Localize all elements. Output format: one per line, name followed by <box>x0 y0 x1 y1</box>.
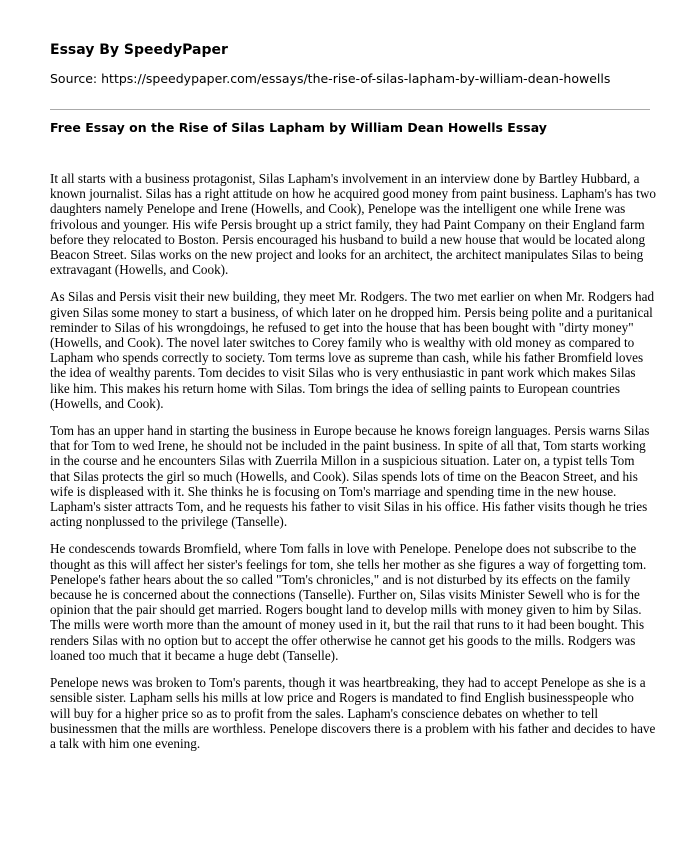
essay-paragraph: As Silas and Persis visit their new building, they meet Mr. Rodgers. The two met earlier on when Mr. Rodgers had given Silas some money to start a business, of which later on he dropped him. Persis being polite and a puritanical reminder to Silas of his wrongdoings, he refused to get into the house that has been bought with "dirty money" (Howells, and Cook). The novel later switches to Corey family who is wealthy with old money as compared to Lapham who spends correctly to society. Tom terms love as supreme than cash, while his father Bromfield loves the idea of wealthy parents. Tom decides to visit Silas who is very enthusiastic in pant work which makes Silas like him. This makes his return home with Silas. Tom brings the idea of selling paints to European countries (Howells, and Cook). <box>50 289 655 411</box>
essay-paragraph: Tom has an upper hand in starting the business in Europe because he knows foreign languages. Persis warns Silas that for Tom to wed Irene, he should not be included in the paint business. In spite of all that, Tom starts working in the course and he encounters Silas with Zuerrila Millon in a suspicious situation. Later on, a typist tells Tom that Silas protects the girl so much (Howells, and Cook). Silas spends lots of time on the Beacon Street, and his wife is displeased with it. She thinks he is focusing on Tom's marriage and spending time in the new house. Lapham's sister attracts Tom, and he requests his father to visit Silas in his office. His father visits though he tries acting nonplussed to the privilege (Tanselle). <box>50 423 650 530</box>
essay-paragraph: He condescends towards Bromfield, where Tom falls in love with Penelope. Penelope does not subscribe to the thought as this will affect her sister's feelings for tom, she tells her mother as she figures a way of forgetting tom. Penelope's father hears about the so called "Tom's chronicles," and is not disturbed by its effects on the family because he is concerned about the connections (Tanselle). Further on, Silas visits Minister Sewell who is for the opinion that the pair should get married. Rogers bought land to develop mills with money given to him by Silas. The mills were worth more than the amount of money used in it, but the rail that runs to it had been bought. This renders Silas with no option but to accept the offer otherwise he cannot get his goods to the mills. Rodgers was loaned too much that it became a huge debt (Tanselle). <box>50 541 647 663</box>
essay-paragraph: It all starts with a business protagonist, Silas Lapham's involvement in an interview done by Bartley Hubbard, a known journalist. Silas has a right attitude on how he acquired good money from paint business. Lapham's has two daughters namely Penelope and Irene (Howells, and Cook), Penelope was the intelligent one while Irene was frivolous and younger. His wife Persis brought up a strict family, they had Paint Company on their England farm before they relocated to Boston. Persis encouraged his husband to build a new house that would be located along Beacon Street. Silas works on the new project and looks for an architect, the architect manipulates Silas to being extravagant (Howells, and Cook). <box>50 171 656 278</box>
essay-body <box>50 171 656 763</box>
brand-header: Essay By SpeedyPaper <box>50 42 228 58</box>
essay-paragraph: Penelope news was broken to Tom's parents, though it was heartbreaking, they had to accept Penelope as she is a sensible sister. Lapham sells his mills at low price and Rogers is mandated to find English businesspeople who will buy for a higher price so as to profit from the sales. Lapham's conscience debates on whether to tell businessmen that the mills are worthless. Penelope discovers there is a problem with his father and decides to have a talk with him one evening. <box>50 675 656 751</box>
essay-title: Free Essay on the Rise of Silas Lapham by William Dean Howells Essay <box>50 120 547 135</box>
header-divider <box>50 109 650 110</box>
source-line: Source: https://speedypaper.com/essays/the-rise-of-silas-lapham-by-william-dean-howells <box>50 71 611 86</box>
